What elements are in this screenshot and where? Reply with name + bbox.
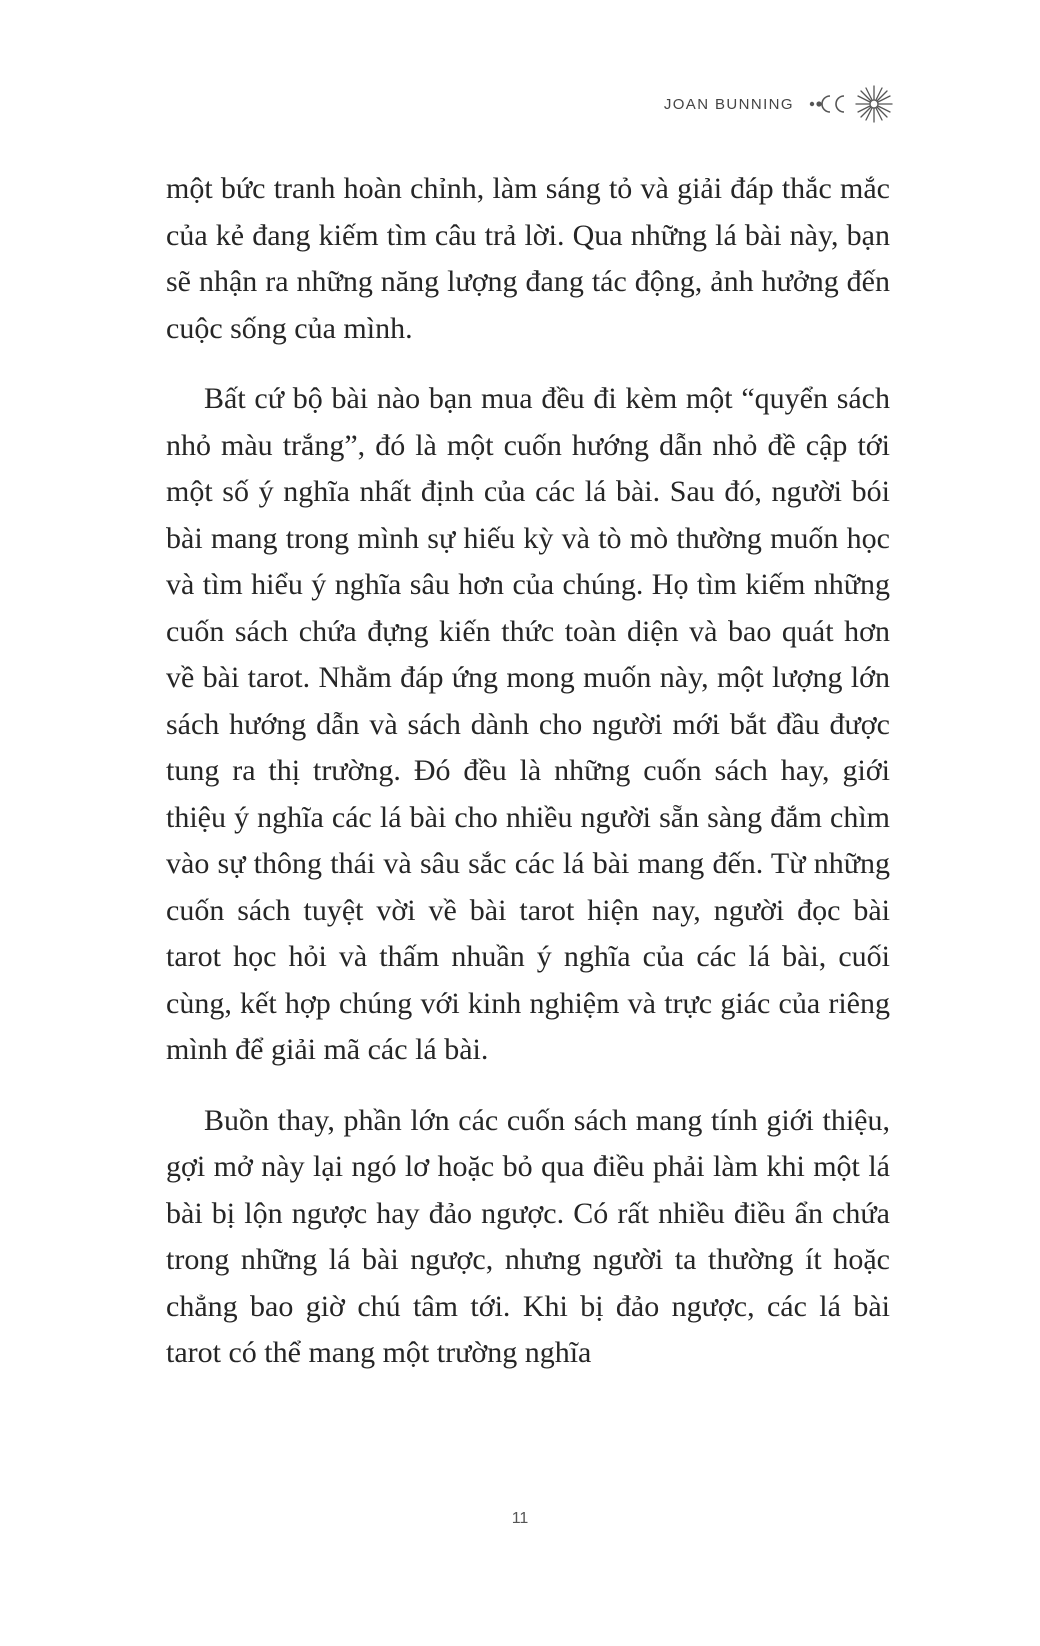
paragraph: Bất cứ bộ bài nào bạn mua đều đi kèm một “quyển sách nhỏ màu trắng”, đó là một cuốn hướng dẫn nhỏ đề cập tới một số ý nghĩa nhất định của các lá bài. Sau đó, người bói bài mang trong mình sự hiếu kỳ và tò mò thường muốn học và tìm hiểu ý nghĩa sâu hơn của chúng. Họ tìm kiếm những cuốn sách chứa đựng kiến thức toàn diện và bao quát hơn về bài tarot. Nhằm đáp ứng mong muốn này, một lượng lớn sách hướng dẫn và sách dành cho người mới bắt đầu được tung ra thị trường. Đó đều là những cuốn sách hay, giới thiệu ý nghĩa các lá bài cho nhiều người sẵn sàng đắm chìm vào sự thông thái và sâu sắc các lá bài mang đến. Từ những cuốn sách tuyệt vời về bài tarot hiện nay, người đọc bài tarot học hỏi và thấm nhuần ý nghĩa của các lá bài, cuối cùng, kết hợp chúng với kinh nghiệm và trực giác của riêng mình để giải mã các lá bài. bbox=[166, 382, 890, 1066]
paragraph: Buồn thay, phần lớn các cuốn sách mang tính giới thiệu, gợi mở này lại ngó lơ hoặc bỏ qua điều phải làm khi một lá bài bị lộn ngược hay đảo ngược. Có rất nhiều điều ẩn chứa trong những lá bài ngược, nhưng người ta thường ít hoặc chẳng bao giờ chú tâm tới. Khi bị đảo ngược, các lá bài tarot có thể mang một trường nghĩa bbox=[166, 1103, 890, 1369]
author-name: JOAN BUNNING bbox=[663, 95, 794, 113]
paragraph: một bức tranh hoàn chỉnh, làm sáng tỏ và giải đáp thắc mắc của kẻ đang kiếm tìm câu trả lời. Qua những lá bài này, bạn sẽ nhận ra những năng lượng đang tác động, ảnh hưởng đến cuộc sống của mình. bbox=[166, 172, 890, 345]
running-header bbox=[664, 84, 900, 124]
page-number: 11 bbox=[511, 1510, 529, 1527]
moon-star-ornament-icon bbox=[808, 84, 900, 124]
body-text bbox=[166, 166, 890, 1401]
